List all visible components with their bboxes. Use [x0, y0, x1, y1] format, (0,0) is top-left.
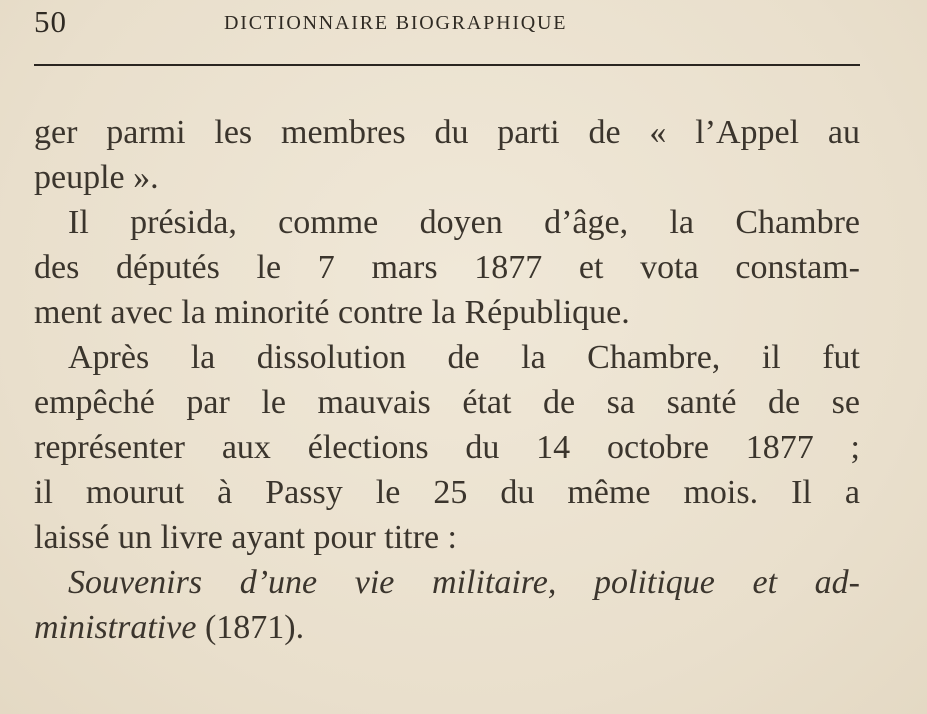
running-head: DICTIONNAIRE BIOGRAPHIQUE [224, 12, 568, 34]
text-line: ger parmi les membres du parti de « l’Appel au [34, 114, 860, 151]
text-line: Après la dissolution de la Chambre, il fut [68, 339, 860, 376]
text-line: laissé un livre ayant pour titre : [34, 519, 457, 556]
paragraph-dissolution [34, 335, 860, 560]
text-line: il mourut à Passy le 25 du même mois. Il a [34, 474, 860, 511]
book-title-line: Souvenirs d’une vie militaire, politique et ad- [68, 564, 860, 601]
text-line: empêché par le mauvais état de sa santé de se [34, 384, 860, 421]
paragraph-book-title [34, 560, 860, 650]
book-title-end: ministrative [34, 609, 197, 646]
text-line: peuple ». [34, 159, 159, 196]
text-line: représenter aux élections du 14 octobre 1877 ; [34, 429, 860, 466]
text-line [34, 605, 860, 650]
header-rule [34, 64, 860, 66]
publication-year: (1871). [196, 609, 305, 646]
page-header [34, 4, 860, 44]
body-text [34, 110, 860, 650]
paragraph-continuation [34, 110, 860, 200]
paragraph-chambre [34, 200, 860, 335]
text-line: des députés le 7 mars 1877 et vota constam- [34, 249, 860, 286]
page-number: 50 [34, 4, 67, 39]
text-line: Il présida, comme doyen d’âge, la Chambre [68, 204, 860, 241]
text-line: ment avec la minorité contre la République. [34, 294, 630, 331]
